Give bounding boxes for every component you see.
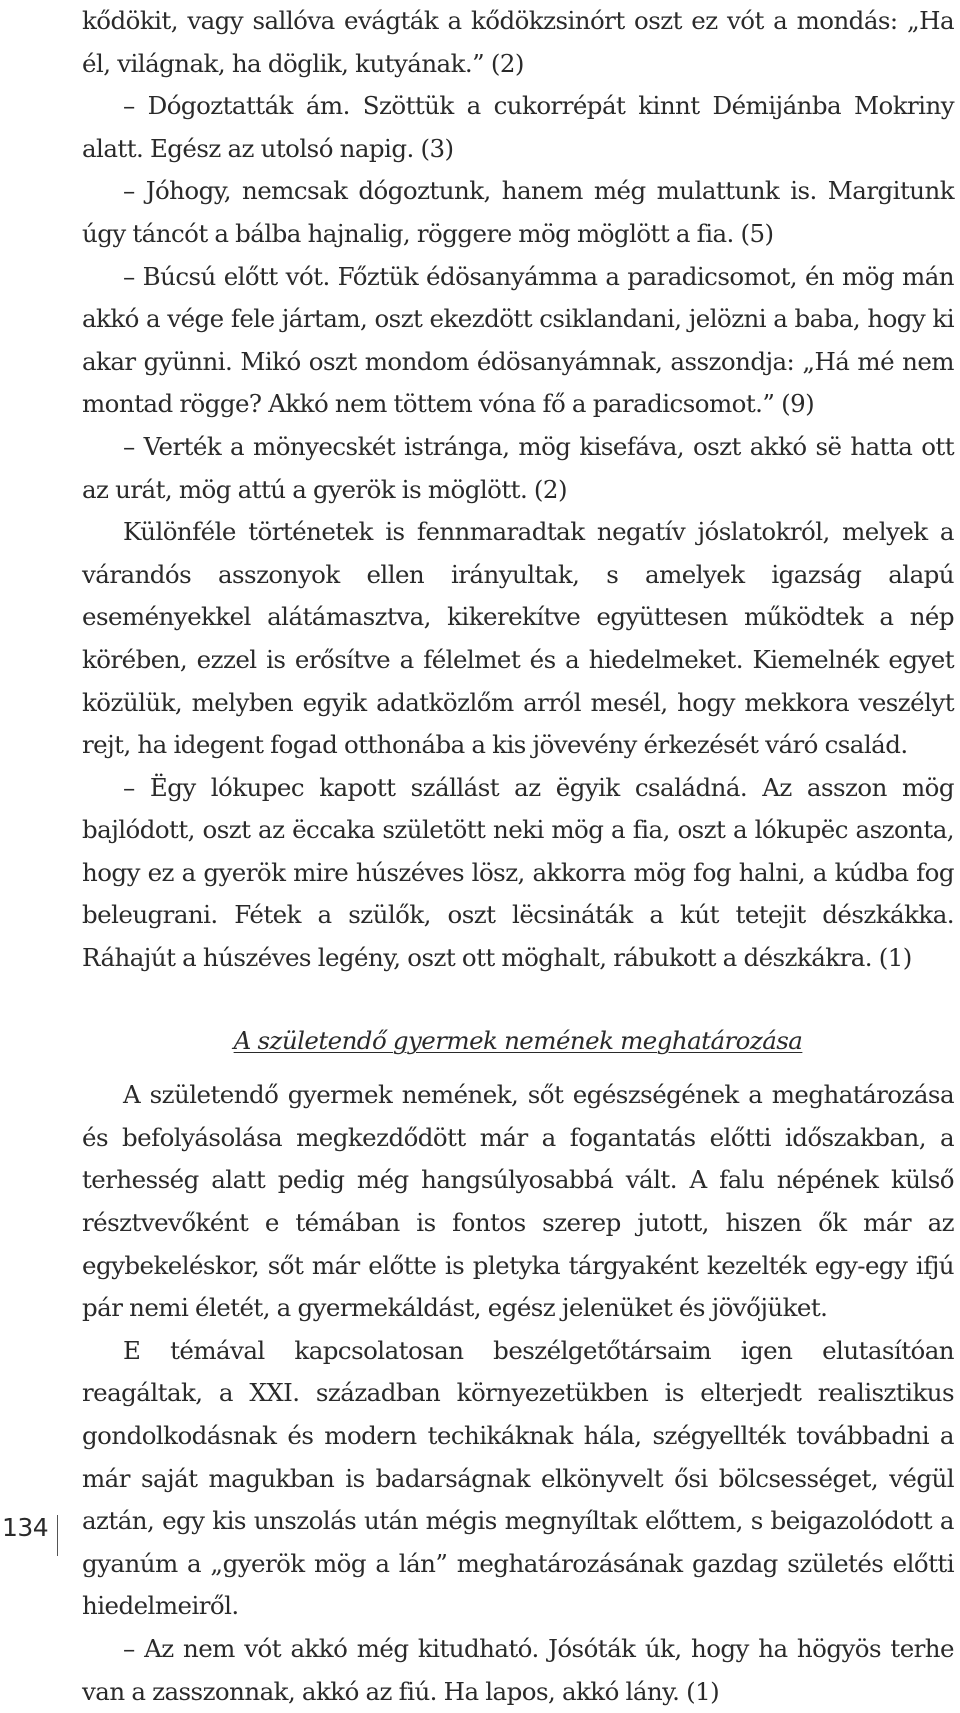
section-heading-wrap [82, 1020, 954, 1063]
paragraph: – Búcsú előtt vót. Főztük édösanyámma a paradicsomot, én mög mán akkó a vége fele jártam, oszt ekezdött csiklandani, jelözni a baba, hogy ki akar gyünni. Mikó oszt mondom édösanyámnak, asszondja: „Há mé nem montad rögge? Akkó nem töttem vóna fő a paradicsomot.” (9) [82, 261, 954, 419]
page-body [82, 0, 954, 1713]
paragraphs-bottom [82, 1074, 954, 1713]
page-number: 134 [2, 1513, 49, 1542]
paragraph: A születendő gyermek nemének, sőt egészségének a meghatározása és befolyásolása megkezdődött már a fogantatás előtti időszakban, a terhesség alatt pedig még hangsúlyosabbá vált. A falu népének külső résztvevőként e témában is fontos szerep jutott, hiszen ők már az egybekeléskor, sőt már előtte is pletyka tárgyaként kezelték egy-egy ifjú pár nemi életét, a gyermekáldást, egész jelenüket és jövőjüket. [82, 1080, 954, 1323]
paragraphs-top [82, 0, 954, 980]
paragraph: – Dógoztatták ám. Szöttük a cukorrépát kinnt Démijánba Mokriny alatt. Egész az utolsó napig. (3) [82, 91, 954, 163]
paragraph: – Ëgy lókupec kapott szállást az ëgyik családná. Az asszon mög bajlódott, oszt az ëccaka születött neki mög a fia, oszt a lókupëc aszonta, hogy ez a gyerök mire húszéves lösz, akkorra mög fog halni, a kúdba fog beleugrani. Fétek a szülők, oszt lëcsináták a kút tetejit dészkákka. Ráhajút a húszéves legény, oszt ott möghalt, rábukott a dészkákra. (1) [82, 772, 954, 973]
paragraph: E témával kapcsolatosan beszélgetőtársaim igen elutasítóan reagáltak, a XXI. században környezetükben is elterjedt realisztikus gondolkodásnak és modern techikáknak hála, szégyellték továbbadni a már saját magukban is badarságnak elkönyvelt ősi bölcsességet, végül aztán, egy kis unszolás után mégis megnyíltak előttem, s beigazolódott a gyanúm a „gyerök mög a lán” meghatározásának gazdag születés előtti hiedelmeiről. [82, 1335, 954, 1621]
paragraph: – Verték a mönyecskét istránga, mög kisefáva, oszt akkó së hatta ott az urát, mög attú a gyerök is möglött. (2) [82, 431, 954, 504]
section-heading: A születendő gyermek nemének meghatározása [233, 1025, 803, 1055]
paragraph: Különféle történetek is fennmaradtak negatív jóslatokról, melyek a várandós asszonyok ellen irányultak, s amelyek igazság alapú eseményekkel alátámasztva, kikerekítve együttesen működtek a nép körében, ezzel is erősítve a félelmet és a hiedelmeket. Kiemelnék egyet közülük, melyben egyik adatközlőm arról mesél, hogy mekkora veszélyt rejt, ha idegent fogad otthonába a kis jövevény érkezését váró család. [82, 517, 954, 760]
page-number-rule [57, 1515, 58, 1556]
paragraph: kődökit, vagy sallóva evágták a kődökzsinórt oszt ez vót a mondás: „Ha él, világnak, ha döglik, kutyának.” (2) [82, 6, 954, 78]
paragraph: – Jóhogy, nemcsak dógoztunk, hanem még mulattunk is. Margitunk úgy táncót a bálba hajnalig, röggere mög möglött a fia. (5) [82, 176, 954, 248]
paragraph: – Az nem vót akkó még kitudható. Jósóták úk, hogy ha högyös terhe van a zasszonnak, akkó az fiú. Ha lapos, akkó lány. (1) [82, 1633, 954, 1706]
